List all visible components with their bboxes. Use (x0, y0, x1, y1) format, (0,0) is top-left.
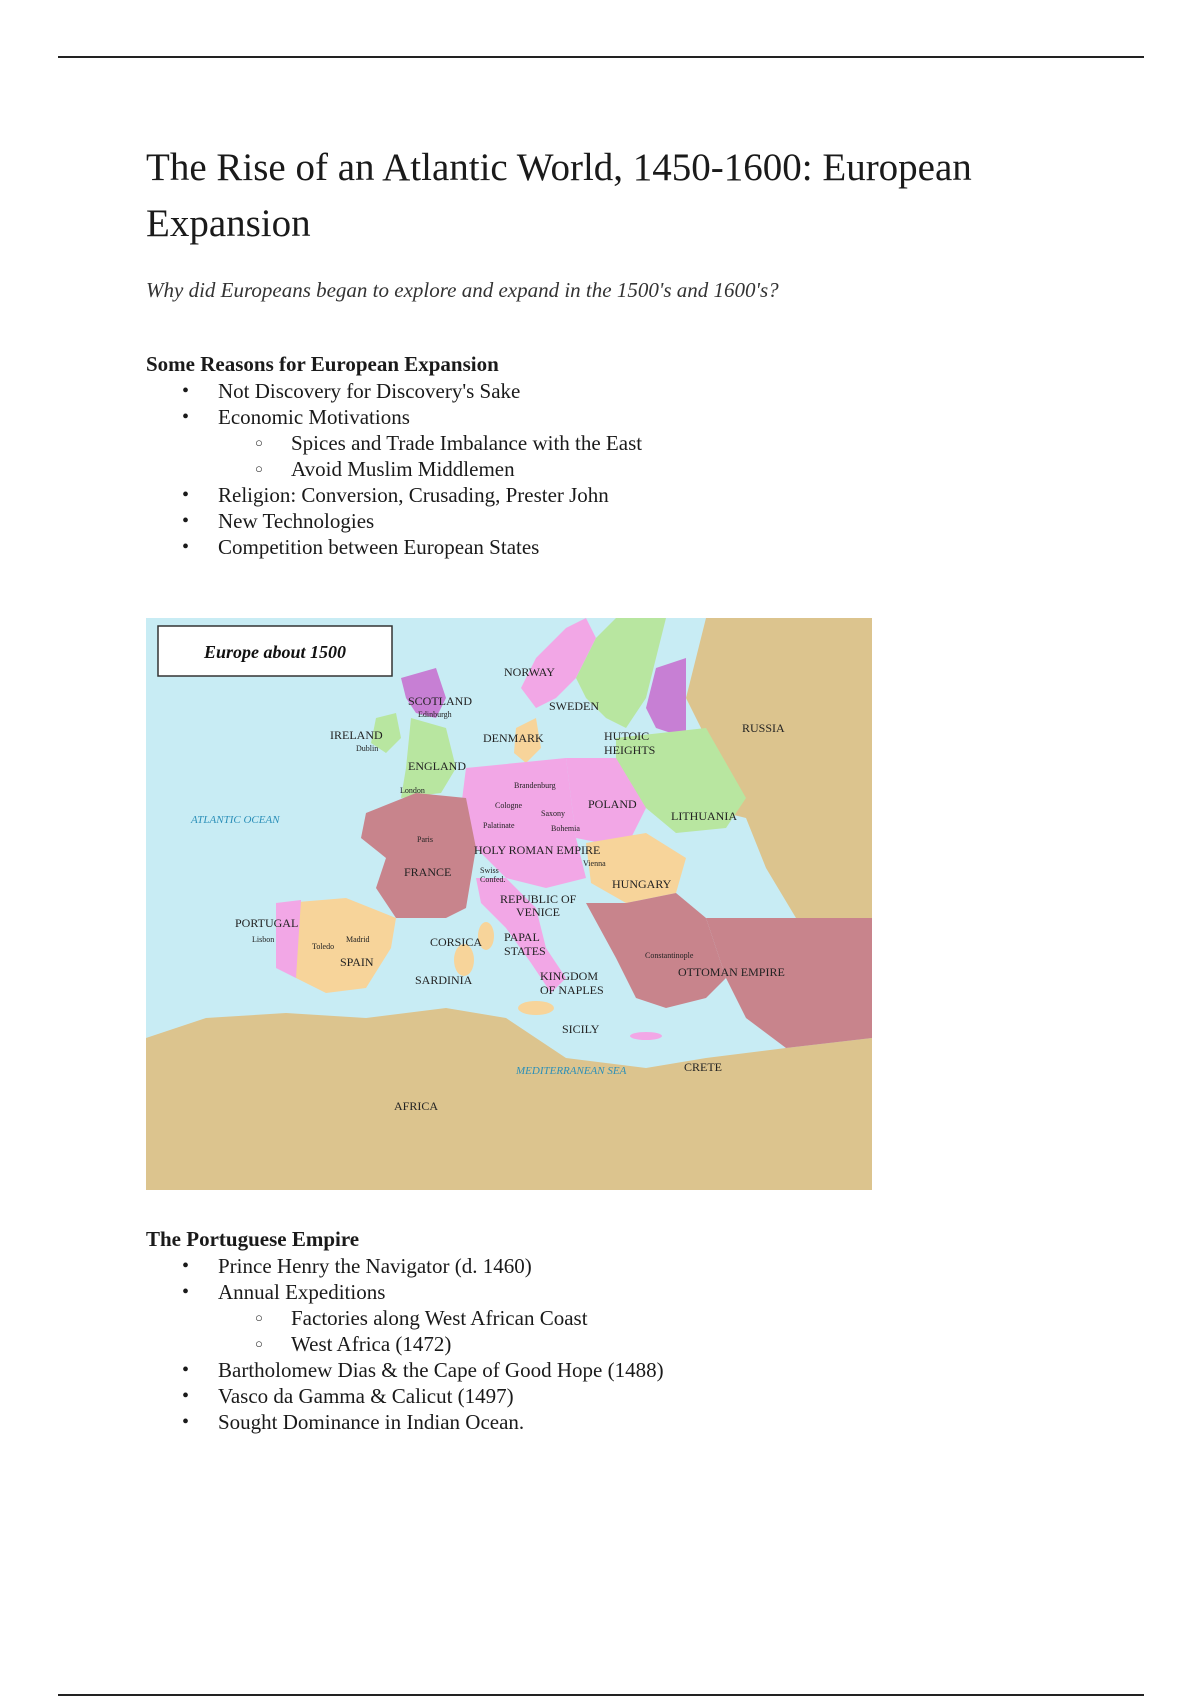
map-label: VENICE (516, 905, 560, 919)
map-label: HUTOIC (604, 729, 650, 743)
list-item: • Annual Expeditions (146, 1279, 1046, 1305)
list-item: • Economic Motivations (146, 404, 1046, 430)
portuguese-list (146, 1253, 1046, 1435)
map-label: SPAIN (340, 955, 374, 969)
map-label: Constantinople (645, 951, 694, 960)
map-label: POLAND (588, 797, 637, 811)
reasons-list (146, 378, 1046, 560)
map-label: SARDINIA (415, 973, 473, 987)
guiding-question: Why did Europeans began to explore and expand in the 1500's and 1600's? (146, 278, 779, 302)
list-item: ○ Factories along West African Coast (146, 1305, 1046, 1331)
map-label: CORSICA (430, 935, 483, 949)
list-item: • Prince Henry the Navigator (d. 1460) (146, 1253, 1046, 1279)
map-label: HEIGHTS (604, 743, 656, 757)
map-label: RUSSIA (742, 721, 785, 735)
map-label: OF NAPLES (540, 983, 604, 997)
map-label: LITHUANIA (671, 809, 737, 823)
map-title: Europe about 1500 (203, 642, 347, 662)
map-label: IRELAND (330, 728, 383, 742)
bottom-rule (58, 1694, 1144, 1696)
list-item: • Not Discovery for Discovery's Sake (146, 378, 1046, 404)
europe-1500-map (146, 618, 872, 1190)
map-label: Lisbon (252, 935, 275, 944)
map-label: CRETE (684, 1060, 722, 1074)
map-label: London (400, 786, 425, 795)
map-label: Dublin (356, 744, 379, 753)
map-label: Cologne (495, 801, 523, 810)
map-label: PAPAL (504, 930, 540, 944)
top-rule (58, 56, 1144, 58)
list-item: • Sought Dominance in Indian Ocean. (146, 1409, 1046, 1435)
map-label: Vienna (583, 859, 606, 868)
map-label: OTTOMAN EMPIRE (678, 965, 785, 979)
map-label: AFRICA (394, 1099, 439, 1113)
map-label: SCOTLAND (408, 694, 473, 708)
map-label: Brandenburg (514, 781, 556, 790)
map-label: DENMARK (483, 731, 544, 745)
map-label: HUNGARY (612, 877, 672, 891)
map-label: ATLANTIC OCEAN (191, 814, 280, 826)
document-body (146, 140, 1046, 1435)
portuguese-section (146, 1226, 1046, 1435)
list-item: • Religion: Conversion, Crusading, Prester John (146, 482, 1046, 508)
list-item: ○ West Africa (1472) (146, 1331, 1046, 1357)
map-label: Palatinate (483, 821, 515, 830)
portuguese-heading: The Portuguese Empire (146, 1227, 360, 1251)
reasons-heading: Some Reasons for European Expansion (146, 352, 499, 376)
list-item: ○ Spices and Trade Imbalance with the East (146, 430, 1046, 456)
map-label: Edinburgh (418, 710, 452, 719)
map-label: Madrid (346, 935, 370, 944)
map-label: STATES (504, 944, 546, 958)
map-label: Toledo (312, 942, 335, 951)
map-label: MEDITERRANEAN SEA (516, 1065, 627, 1077)
reasons-section (146, 351, 1046, 560)
map-label: HOLY ROMAN EMPIRE (474, 843, 601, 857)
map-label: ENGLAND (408, 759, 466, 773)
list-item: • Bartholomew Dias & the Cape of Good Hope (1488) (146, 1357, 1046, 1383)
list-item: • Vasco da Gamma & Calicut (1497) (146, 1383, 1046, 1409)
map-label: Saxony (541, 809, 565, 818)
map-label: Bohemia (551, 824, 580, 833)
map-label: FRANCE (404, 865, 452, 879)
map-label: KINGDOM (540, 969, 598, 983)
list-item: • New Technologies (146, 508, 1046, 534)
map-label: PORTUGAL (235, 916, 299, 930)
page-title: The Rise of an Atlantic World, 1450-1600: European Expansion (146, 146, 972, 245)
map-label: SICILY (562, 1022, 600, 1036)
map-label: Swiss (480, 866, 499, 875)
map-label: Confed. (480, 875, 506, 884)
map-label: REPUBLIC OF (500, 892, 577, 906)
list-item: ○ Avoid Muslim Middlemen (146, 456, 1046, 482)
map-label: Paris (417, 835, 433, 844)
map-label: NORWAY (504, 665, 555, 679)
map-label: SWEDEN (549, 699, 599, 713)
list-item: • Competition between European States (146, 534, 1046, 560)
